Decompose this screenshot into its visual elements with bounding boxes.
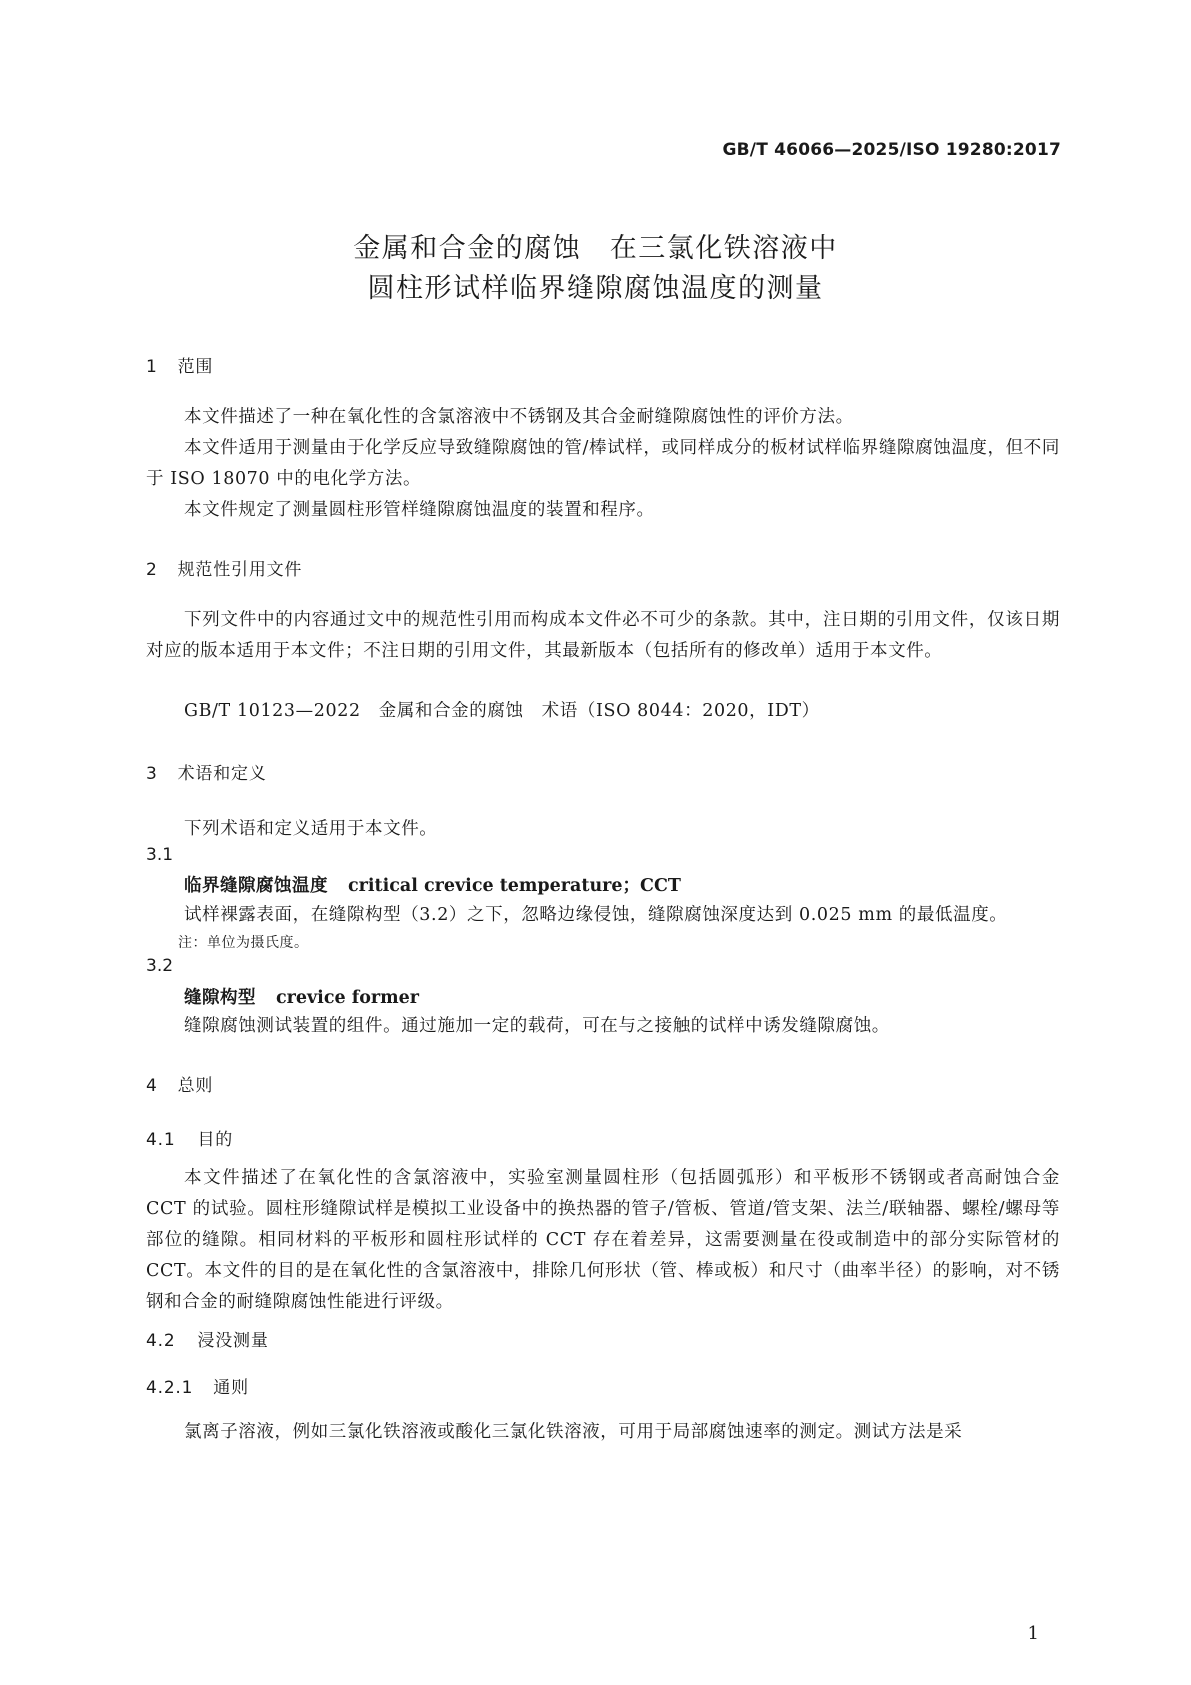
subsection-4-1-heading — [146, 1125, 233, 1150]
section-2-body — [146, 605, 1060, 667]
paragraph: 本文件描述了一种在氧化性的含氯溶液中不锈钢及其合金耐缝隙腐蚀性的评价方法。 — [184, 407, 854, 427]
section-title: 范围 — [177, 357, 214, 377]
section-title: 浸没测量 — [197, 1331, 269, 1351]
standard-code: GB/T 46066—2025/ISO 19280:2017 — [722, 140, 1061, 160]
term-english: critical crevice temperature；CCT — [348, 876, 681, 896]
term-note: 注：单位为摄氏度。 — [178, 935, 309, 951]
section-3-heading — [146, 759, 267, 784]
subsection-4-2-heading — [146, 1326, 269, 1351]
paragraph: 下列文件中的内容通过文中的规范性引用而构成本文件必不可少的条款。其中，注日期的引用文件，仅该日期对应的版本适用于本文件；不注日期的引用文件，其最新版本（包括所有的修改单）适用于本文件。 — [146, 610, 1060, 661]
subsection-4-2-1-heading — [146, 1373, 249, 1398]
section-title: 总则 — [177, 1076, 214, 1096]
section-number: 2 — [146, 560, 158, 580]
section-number: 1 — [146, 357, 158, 377]
section-1-heading — [146, 352, 213, 377]
term-heading — [184, 872, 681, 897]
term-definition: 试样裸露表面，在缝隙构型（3.2）之下，忽略边缘侵蚀，缝隙腐蚀深度达到 0.025 mm 的最低温度。 — [184, 905, 1008, 925]
page-number: 1 — [1027, 1623, 1039, 1644]
section-title: 规范性引用文件 — [177, 560, 303, 580]
term-number: 3.2 — [146, 956, 174, 976]
paragraph: 本文件规定了测量圆柱形管样缝隙腐蚀温度的装置和程序。 — [184, 500, 655, 520]
term-chinese: 临界缝隙腐蚀温度 — [184, 876, 328, 896]
paragraph: 本文件适用于测量由于化学反应导致缝隙腐蚀的管/棒试样，或同样成分的板材试样临界缝隙腐蚀温度，但不同于 ISO 18070 中的电化学方法。 — [146, 438, 1060, 489]
section-number: 4.2.1 — [146, 1378, 194, 1398]
normative-reference: GB/T 10123—2022 金属和合金的腐蚀 术语（ISO 8044：2020，IDT） — [184, 701, 820, 721]
term-definition: 缝隙腐蚀测试装置的组件。通过施加一定的载荷，可在与之接触的试样中诱发缝隙腐蚀。 — [184, 1016, 890, 1036]
section-title: 目的 — [197, 1130, 234, 1150]
section-title: 通则 — [213, 1378, 249, 1398]
document-title-line-1: 金属和合金的腐蚀 在三氯化铁溶液中 — [353, 233, 838, 264]
term-number: 3.1 — [146, 845, 174, 865]
section-number: 4.2 — [146, 1331, 176, 1351]
section-number: 4 — [146, 1076, 158, 1096]
section-1-body — [146, 402, 1060, 526]
section-4-heading — [146, 1071, 213, 1096]
term-english: crevice former — [276, 988, 419, 1008]
section-number: 3 — [146, 764, 158, 784]
paragraph: 本文件描述了在氧化性的含氯溶液中，实验室测量圆柱形（包括圆弧形）和平板形不锈钢或者高耐蚀合金 CCT 的试验。圆柱形缝隙试样是模拟工业设备中的换热器的管子/管板、管道/管支架、法兰/联轴器、螺栓/螺母等部位的缝隙。相同材料的平板形和圆柱形试样的 CCT 存在着差异，这需要测量在役或制造中的部分实际管材的 CCT。本文件的目的是在氧化性的含氯溶液中，排除几何形状（管、棒或板）和尺寸（曲率半径）的影响，对不锈钢和合金的耐缝隙腐蚀性能进行评级。 — [146, 1168, 1060, 1312]
section-title: 术语和定义 — [177, 764, 267, 784]
section-2-heading — [146, 555, 302, 580]
terms-intro: 下列术语和定义适用于本文件。 — [184, 819, 438, 839]
term-heading — [184, 984, 419, 1009]
subsection-4-1-body — [146, 1163, 1060, 1318]
term-chinese: 缝隙构型 — [184, 988, 256, 1008]
document-title-line-2: 圆柱形试样临界缝隙腐蚀温度的测量 — [367, 273, 824, 304]
section-number: 4.1 — [146, 1130, 176, 1150]
paragraph: 氯离子溶液，例如三氯化铁溶液或酸化三氯化铁溶液，可用于局部腐蚀速率的测定。测试方法是采 — [184, 1422, 963, 1442]
